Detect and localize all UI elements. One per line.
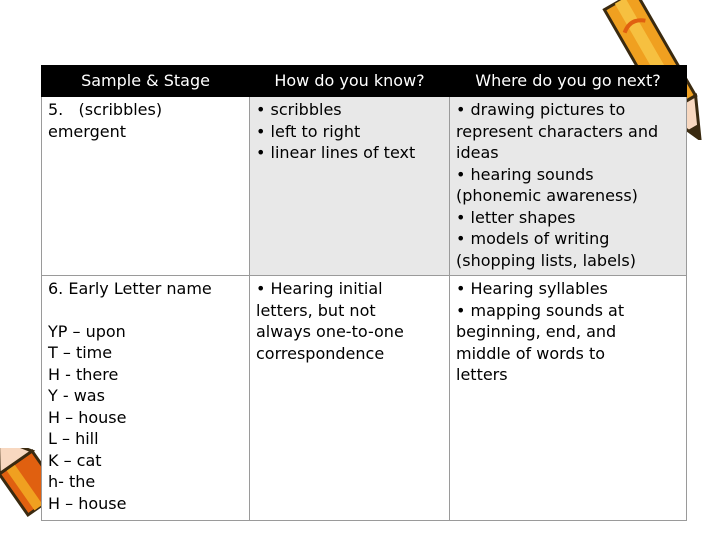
header-sample-stage: Sample & Stage — [42, 66, 250, 97]
list-item: • letter shapes — [456, 207, 576, 227]
list-item: • linear lines of text — [256, 143, 416, 162]
list-item: • scribbles — [256, 100, 342, 119]
list-item: • mapping sounds at — [456, 300, 625, 320]
list-item: • hearing sounds — [456, 164, 594, 184]
writing-stage-table — [41, 65, 687, 521]
list-item: • models of writing — [456, 229, 610, 248]
table-row — [42, 276, 687, 521]
stage-cell — [42, 276, 250, 521]
stage-title: 5. (scribbles) — [48, 100, 163, 119]
sample-word: H – house — [48, 493, 127, 513]
list-item: correspondence — [256, 343, 385, 363]
sample-word: L – hill — [48, 429, 99, 448]
how-cell — [250, 276, 450, 521]
list-item: • left to right — [256, 121, 361, 141]
list-item: beginning, end, and — [456, 322, 617, 341]
header-where-next: Where do you go next? — [450, 66, 687, 97]
list-item: (phonemic awareness) — [456, 186, 638, 205]
list-item: • drawing pictures to — [456, 100, 626, 119]
sample-word: T – time — [48, 343, 113, 362]
sample-word: K – cat — [48, 450, 102, 470]
stage-title: 6. Early Letter name — [48, 279, 212, 298]
list-item: middle of words to — [456, 343, 606, 363]
table-header-row — [42, 66, 687, 97]
list-item: (shopping lists, labels) — [456, 250, 636, 270]
sample-word: YP – upon — [48, 321, 126, 341]
next-cell — [450, 97, 687, 276]
table-row — [42, 97, 687, 276]
list-item: always one-to-one — [256, 322, 404, 341]
sample-word: H - there — [48, 364, 119, 384]
list-item: letters — [456, 365, 508, 384]
how-cell — [250, 97, 450, 276]
list-item: ideas — [456, 143, 499, 162]
next-cell — [450, 276, 687, 521]
list-item: letters, but not — [256, 300, 376, 320]
stage-cell — [42, 97, 250, 276]
list-item: • Hearing syllables — [456, 279, 608, 298]
sample-word: Y - was — [48, 386, 105, 405]
sample-word: h- the — [48, 472, 96, 491]
stage-subtitle: emergent — [48, 121, 126, 141]
list-item: • Hearing initial — [256, 279, 383, 298]
sample-word: H – house — [48, 407, 127, 427]
header-how-do-you-know: How do you know? — [250, 66, 450, 97]
list-item: represent characters and — [456, 121, 659, 141]
